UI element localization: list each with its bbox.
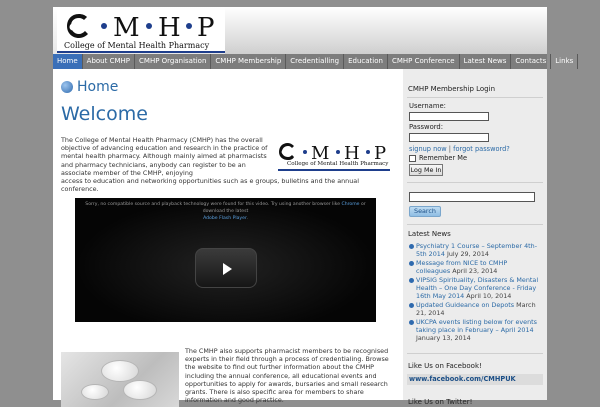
nav-credentialling[interactable]: Credentialling (286, 54, 344, 69)
news-item (409, 242, 543, 258)
sidebar (403, 69, 547, 406)
content-logo-underline (278, 169, 390, 171)
nav-latest-news[interactable]: Latest News (460, 54, 512, 69)
news-date: March 21, 2014 (416, 301, 536, 317)
nav-conference[interactable]: CMHP Conference (388, 54, 460, 69)
username-label: Username: (409, 102, 446, 110)
news-date: April 10, 2014 (466, 292, 512, 300)
main-content (53, 69, 398, 405)
video-player[interactable] (75, 198, 376, 322)
remember-me-label: Remember Me (419, 154, 468, 162)
signup-link[interactable]: signup now (409, 145, 447, 153)
nav-organisation[interactable]: CMHP Organisation (135, 54, 211, 69)
breadcrumb (61, 77, 118, 97)
chrome-link[interactable]: Chrome (341, 202, 360, 207)
nav-home[interactable]: Home (53, 54, 83, 69)
svg-text:H: H (158, 13, 181, 43)
divider (407, 353, 543, 354)
pill-image (123, 380, 157, 400)
login-button[interactable]: Log Me In (410, 166, 442, 174)
nav-membership[interactable]: CMHP Membership (211, 54, 286, 69)
svg-text:M: M (311, 143, 330, 164)
play-button[interactable] (195, 248, 257, 288)
main-nav (53, 54, 574, 69)
remember-me[interactable] (409, 154, 467, 162)
facebook-link[interactable]: www.facebook.com/CMHPUK (409, 375, 516, 383)
news-bullet-icon (409, 320, 414, 325)
news-link[interactable]: UKCPA events listing below for events taking place in February – April 2014 (416, 318, 537, 334)
video-msg-prefix: Sorry, no compatible source and playback technology were found for this video. Try using another browser like (85, 202, 342, 207)
facebook-title: Like Us on Facebook! (408, 362, 482, 370)
news-bullet-icon (409, 261, 414, 266)
news-link[interactable]: Message from NICE to CMHP colleagues (416, 259, 508, 275)
globe-icon (61, 81, 73, 93)
flash-player-link[interactable]: Adobe Flash Player (203, 216, 247, 221)
password-label: Password: (409, 123, 444, 131)
news-title: Latest News (408, 230, 451, 238)
pills-photo (61, 352, 179, 407)
news-list (409, 242, 543, 343)
news-link[interactable]: VIPSIG Spirituality, Disasters & Mental Health – One Day Conference - Friday 16th May 2014 (416, 276, 539, 300)
link-separator: | (446, 145, 454, 153)
password-input[interactable] (409, 133, 489, 142)
news-date: July 29, 2014 (446, 250, 489, 258)
content-logo-subtitle: College of Mental Health Pharmacy (287, 161, 389, 167)
news-item (409, 276, 543, 300)
news-item (409, 318, 543, 342)
news-date: January 13, 2014 (416, 334, 471, 342)
remember-me-checkbox[interactable] (409, 155, 416, 162)
pill-image (81, 384, 109, 400)
nav-education[interactable]: Education (344, 54, 388, 69)
video-msg-mid: or download the latest (202, 202, 366, 214)
news-date: April 23, 2014 (452, 267, 498, 275)
news-item (409, 301, 543, 317)
news-link[interactable]: Psychiatry 1 Course – September 4th-5th 2014 (416, 242, 538, 258)
svg-text:H: H (344, 143, 360, 164)
forgot-password-link[interactable]: forgot password? (453, 145, 510, 153)
search-button[interactable]: Search (409, 206, 441, 217)
news-link[interactable]: Updated Guideance on Depots (416, 301, 515, 309)
twitter-title: Like Us on Twitter! (408, 398, 473, 406)
site-logo[interactable] (57, 10, 225, 53)
divider (407, 224, 543, 225)
search-input[interactable] (409, 192, 535, 202)
intro-paragraph: The College of Mental Health Pharmacy (CMHP) has the overall objective of advancing education and research in the practice of mental health pharmacy. Although mainly aimed at pharmacists and pharmacy technicians, anybody can register to be an associate member of the CMHP, enjoying (61, 136, 268, 177)
logo-underline (57, 51, 225, 53)
logo-letters (65, 10, 220, 43)
divider (407, 97, 543, 98)
news-bullet-icon (409, 303, 414, 308)
video-error-message (75, 201, 376, 222)
page-title: Welcome (61, 103, 148, 125)
account-links (409, 145, 510, 153)
breadcrumb-home: Home (77, 79, 119, 95)
svg-text:P: P (197, 13, 215, 43)
video-msg-suffix: . (246, 216, 248, 221)
pill-image (101, 360, 139, 382)
logo-subtitle: College of Mental Health Pharmacy (64, 41, 210, 50)
login-title: CMHP Membership Login (408, 85, 496, 93)
page (53, 7, 574, 406)
news-bullet-icon (409, 278, 414, 283)
nav-contacts[interactable]: Contacts (511, 54, 551, 69)
header (53, 7, 547, 54)
username-input[interactable] (409, 112, 489, 121)
content-logo (278, 141, 390, 171)
credentialing-paragraph: The CMHP also supports pharmacist members to be recognised experts in their field through a process of credentialing. Browse the website to find out further information about the CMHP including the annual conference, all educational events and opportunities to apply for awards, bursaries and small research grants. There is also specific area for members to share information and good practice. (185, 347, 389, 405)
intro-paragraph-end: access to education and networking opportunities such as e groups, bulletins and the annual conference. (61, 177, 359, 194)
header-banner (225, 7, 547, 54)
svg-text:M: M (113, 13, 140, 43)
news-item (409, 259, 543, 275)
svg-text:P: P (374, 143, 387, 164)
nav-links[interactable]: Links (551, 54, 578, 69)
news-bullet-icon (409, 244, 414, 249)
nav-about[interactable]: About CMHP (83, 54, 135, 69)
divider (407, 182, 543, 183)
facebook-box (407, 374, 543, 385)
